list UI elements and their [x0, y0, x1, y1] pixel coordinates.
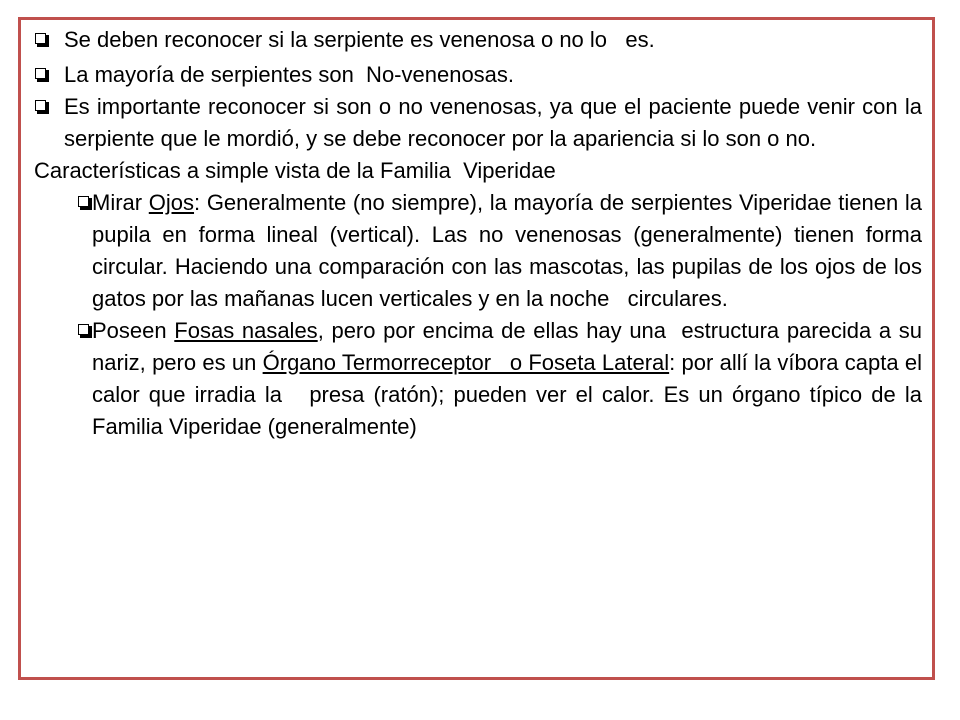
sub-bullet-eyes — [78, 187, 922, 315]
bullet-text: Se deben reconocer si la serpiente es venenosa o no lo es. — [64, 27, 655, 52]
eyes-term: Ojos — [148, 190, 195, 215]
nostrils-lead-text: Poseen — [92, 318, 175, 343]
nostrils-body-text: : por allí la víbora capta el calor que irradia la presa (ratón); pueden ver el calor. Es un órgano típico de la Familia Viperidae (generalmente) — [92, 350, 922, 439]
slide-content — [34, 24, 922, 443]
eyes-lead-text: Mirar — [92, 190, 149, 215]
square-bullet-icon — [78, 324, 92, 338]
square-bullet-icon — [35, 100, 49, 114]
square-bullet-icon — [35, 33, 49, 47]
nostrils-mid-text: , pero por encima de ellas hay una estructura parecida a su nariz, pero es un — [92, 318, 922, 375]
bullet-item-2 — [34, 59, 922, 91]
bullet-item-1 — [34, 24, 922, 56]
square-bullet-icon — [35, 68, 49, 82]
sub-bullet-nostrils — [78, 315, 922, 443]
eyes-body-text: : Generalmente (no siempre), la mayoría de serpientes Viperidae tienen la pupila en forma lineal (vertical). Las no venenosas (generalmente) tienen forma circular. Haciendo una comparación con las mascotas, las pupilas de los ojos de los gatos por las mañanas lucen verticales y en la noche circulares. — [92, 190, 922, 311]
section-heading: Características a simple vista de la Familia Viperidae — [34, 158, 556, 183]
bullet-item-3 — [34, 91, 922, 155]
organ-term: Órgano Termorreceptor o Foseta Lateral — [262, 350, 670, 375]
nostrils-term: Fosas nasales — [174, 318, 318, 343]
square-bullet-icon — [78, 196, 92, 210]
bullet-text: Es importante reconocer si son o no venenosas, ya que el paciente puede venir con la serpiente que le mordió, y se debe reconocer por la apariencia si lo son o no. — [64, 94, 922, 151]
bullet-text: La mayoría de serpientes son No-venenosas. — [64, 62, 515, 87]
